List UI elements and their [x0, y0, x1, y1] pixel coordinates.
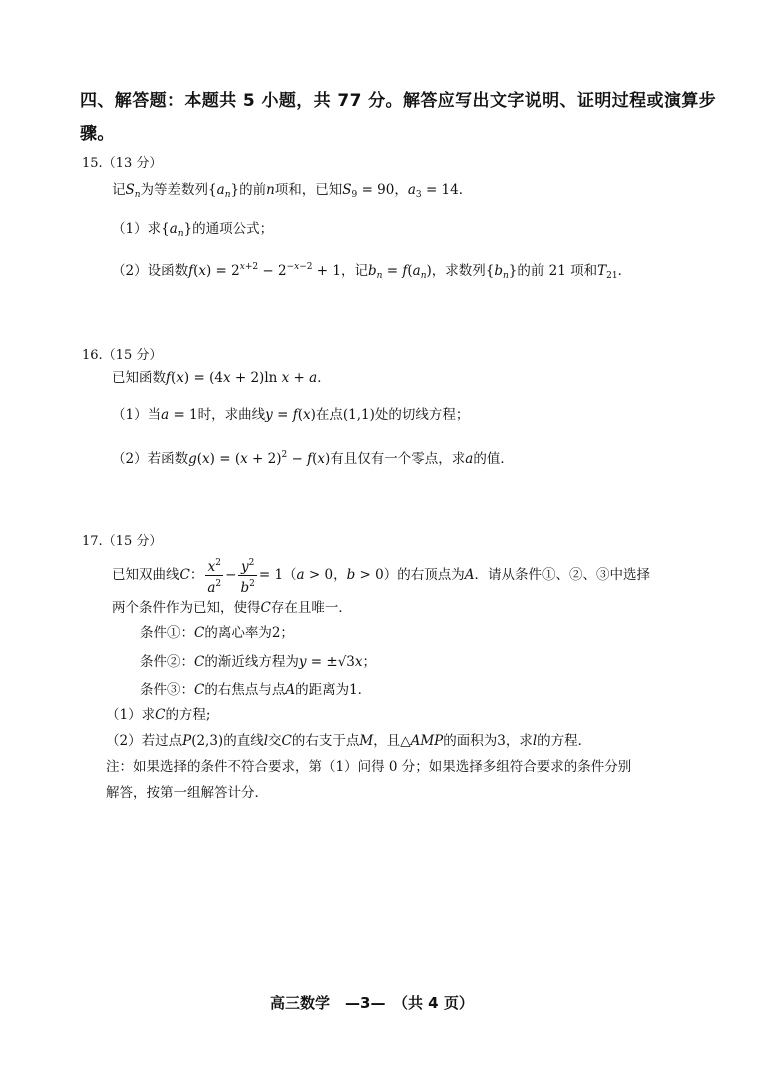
section-title: 四、解答题：本题共 5 小题，共 77 分。解答应写出文字说明、证明过程或演算步 [80, 91, 717, 111]
question-17-condition-2: 条件②：C的渐近线方程为y = ±√3x； [140, 654, 377, 670]
fraction-x2-a2: $\frac{x^2}{a^2}$ [205, 555, 223, 596]
question-15-part-2: （2）设函数$f(x) = 2^{x+2} - 2^{-x-2} + 1$，记$b_n = f(a_n)$，求数列$\{b_n\}$的前 21 项和$T_{21}$． [112, 262, 632, 281]
question-17-note-continued: 解答，按第一组解答计分． [106, 785, 268, 801]
question-17-note: 注：如果选择的条件不符合要求，第（1）问得 0 分；如果选择多组符合要求的条件分别 [106, 759, 632, 775]
question-16-heading: 16.（15 分） [82, 348, 163, 363]
question-17-condition-1: 条件①：C的离心率为2； [140, 625, 294, 641]
question-15-heading: 15.（13 分） [82, 156, 163, 171]
question-17-condition-3: 条件③：C的右焦点与点A的距离为1． [140, 682, 372, 698]
question-17-heading: 17.（15 分） [82, 534, 163, 549]
question-17-intro: 已知双曲线C： $\frac{x^2}{a^2}$ − $\frac{y^2}{b^2}$ = 1（a > 0，b > 0）的右顶点为A．请从条件①、②、③中选择 [112, 555, 650, 596]
section-title-continued: 骤。 [80, 124, 115, 144]
question-16-intro: 已知函数f(x) = (4x + 2)ln x + a． [112, 370, 331, 386]
question-16-part-2: （2）若函数$g(x) = (x + 2)^2 - f(x)$有且仅有一个零点，求a的值． [112, 450, 514, 467]
fraction-y2-b2: $\frac{y^2}{b^2}$ [238, 555, 256, 596]
question-15-part-1: （1）求$\{a_n\}$的通项公式； [112, 221, 274, 239]
question-17-part-1: （1）求C的方程; [106, 707, 211, 723]
question-17-part-2: （2）若过点P(2,3)的直线l交C的右支于点M，且△AMP的面积为3，求l的方程． [106, 733, 592, 749]
question-17-intro-continued: 两个条件作为已知，使得C存在且唯一． [112, 600, 352, 616]
page-footer: 高三数学 —3— （共 4 页） [270, 994, 474, 1012]
question-16-part-1: （1）当a = 1时，求曲线y = f(x)在点(1,1)处的切线方程； [112, 407, 470, 423]
question-15-intro: 记$S_n$为等差数列$\{a_n\}$的前n项和，已知$S_9 = 90$，$a_3 = 14$． [112, 182, 473, 200]
